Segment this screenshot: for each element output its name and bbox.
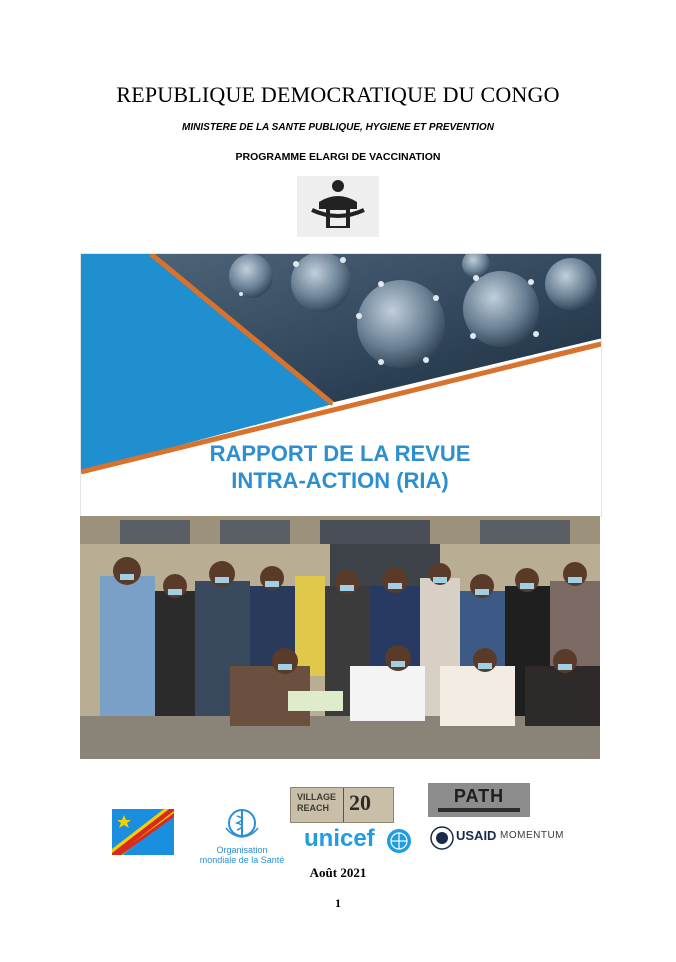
momentum-text: MOMENTUM bbox=[500, 830, 564, 841]
drc-flag bbox=[112, 809, 174, 855]
usaid-text: USAID bbox=[456, 828, 497, 843]
page-number: 1 bbox=[335, 896, 341, 910]
report-title-line2: INTRA-ACTION (RIA) bbox=[231, 468, 449, 493]
group-photo-illustration bbox=[80, 516, 600, 759]
report-title bbox=[80, 440, 600, 494]
ministry-title: MINISTERE DE LA SANTE PUBLIQUE, HYGIENE ET PREVENTION bbox=[182, 122, 494, 133]
program-title: PROGRAMME ELARGI DE VACCINATION bbox=[235, 151, 441, 163]
drc-flag-icon bbox=[112, 809, 174, 855]
village-reach-logo bbox=[290, 787, 394, 823]
unicef-emblem-icon bbox=[386, 828, 412, 854]
who-emblem-icon bbox=[222, 806, 262, 840]
report-title-line1: RAPPORT DE LA REVUE bbox=[209, 441, 471, 466]
village-reach-years: 20 bbox=[349, 790, 371, 815]
momentum-logo bbox=[500, 826, 568, 852]
village-reach-line1: VILLAGE bbox=[297, 792, 337, 802]
group-photo bbox=[80, 516, 600, 759]
path-text: PATH bbox=[453, 786, 505, 806]
unicef-logo bbox=[304, 825, 416, 857]
who-text-line2: mondiale de la Santé bbox=[199, 855, 285, 865]
vaccination-person-icon bbox=[297, 176, 379, 237]
pev-logo bbox=[297, 176, 379, 237]
usaid-logo bbox=[430, 824, 496, 854]
who-logo bbox=[190, 806, 294, 865]
report-date: Août 2021 bbox=[309, 865, 367, 880]
who-text-line1: Organisation bbox=[216, 845, 268, 855]
country-title: REPUBLIQUE DEMOCRATIQUE DU CONGO bbox=[116, 82, 560, 107]
village-reach-line2: REACH bbox=[297, 803, 330, 813]
path-logo bbox=[428, 783, 530, 817]
unicef-text: unicef bbox=[304, 825, 375, 852]
usaid-seal-icon bbox=[430, 826, 454, 850]
